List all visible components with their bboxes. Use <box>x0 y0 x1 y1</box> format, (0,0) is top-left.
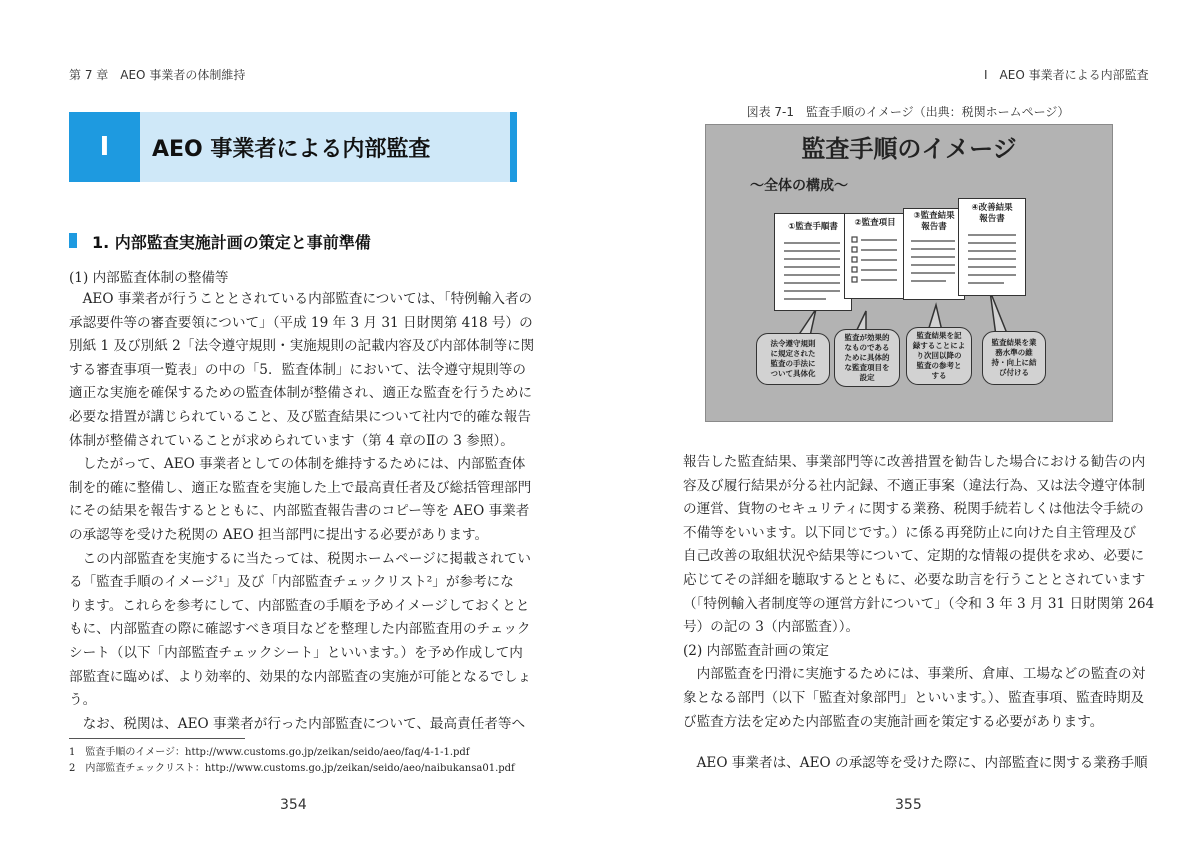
subsection-heading: (2) 内部監査計画の策定 <box>683 642 829 659</box>
text-line: 応じてその詳細を聴取するとともに、必要な助言を行うこととされています <box>683 571 1146 588</box>
text-line: 号）の記の 3（内部監査））。 <box>683 619 860 636</box>
callout-bubble: 監査結果を業 務水準の維 持・向上に結 び付ける <box>982 331 1046 385</box>
text-line: 報告した監査結果、事業部門等に改善措置を勧告した場合における勧告の内 <box>683 454 1146 470</box>
chapter-banner-number: I <box>69 112 140 182</box>
footnote-divider <box>69 738 245 739</box>
text-line: 制を的確に整備し、適正な監査を実施した上で最高責任者及び総括管理部門 <box>69 479 532 496</box>
figure-caption: 図表 7-1 監査手順のイメージ（出典：税関ホームページ） <box>746 105 1070 119</box>
left-subsection-heading: (1) 内部監査体制の整備等 <box>69 270 229 286</box>
right-last-line: AEO 事業者は、AEO の承認等を受けた際に、内部監査に関する業務手順 <box>683 755 1148 771</box>
text-line: ります。これらを参考にして、内部監査の手順を予めイメージしておくとと <box>69 597 530 614</box>
text-line: したがって、AEO 事業者としての体制を維持するためには、内部監査体 <box>69 456 526 473</box>
left-body-text <box>69 288 534 736</box>
chapter-banner-title: AEO 事業者による内部監査 <box>152 136 431 162</box>
text-line: う。 <box>69 692 97 709</box>
text-line: なお、税関は、AEO 事業者が行った内部監査について、最高責任者等へ <box>69 715 526 732</box>
chapter-banner-accent <box>510 112 517 182</box>
text-line: び監査方法を定めた内部監査の実施計画を策定する必要があります。 <box>683 713 1104 730</box>
callout-bubble: 監査が効果的 なものである ために具体的 な監査項目を 設定 <box>834 329 900 387</box>
audit-procedure-figure <box>705 124 1113 422</box>
text-line: （「特例輸入者制度等の運営方針について」（令和 3 年 3 月 31 日財関第 264 <box>683 595 1155 612</box>
text-line: の承認等を受けた税関の AEO 担当部門に提出する必要があります。 <box>69 526 489 543</box>
text-line: もに、内部監査の際に確認すべき項目などを整理した内部監査用のチェック <box>69 621 531 638</box>
right-body-text <box>683 451 1154 734</box>
footnote-2: 2 内部監査チェックリスト：http://www.customs.go.jp/zeikan/seido/aeo/naibukansa01.pdf <box>69 763 515 774</box>
text-line: 容及び履行結果が分る社内記録、不適正事案（違法行為、又は法令遵守体制 <box>683 477 1146 494</box>
callout-bubble: 法令遵守規則 に規定された 監査の手法に ついて具体化 <box>756 333 830 385</box>
text-line: 必要な措置が講じられていること、及び監査結果について社内で的確な報告 <box>69 408 531 425</box>
figure-subtitle: ～全体の構成～ <box>750 178 848 194</box>
text-line: の運営、貨物のセキュリティに関する業務、税関手続若しくは他法令手続の <box>683 501 1144 518</box>
text-line: 内部監査を円滑に実施するためには、事業所、倉庫、工場などの監査の対 <box>683 666 1146 683</box>
text-line: る「監査手順のイメージ¹」及び「内部監査チェックリスト²」が参考にな <box>69 574 514 591</box>
right-page-number: 355 <box>895 797 922 813</box>
section-marker <box>69 233 77 248</box>
document-label: ④改善結果 報告書 <box>971 203 1013 224</box>
text-line: 体制が整備されていることが求められています（第 4 章のⅡの 3 参照）。 <box>69 432 514 449</box>
text-line: 象となる部門（以下「監査対象部門」といいます。）、監査事項、監査時期及 <box>683 689 1145 706</box>
document-label: ②監査項目 <box>854 218 896 228</box>
text-line: シート（以下「内部監査チェックシート」といいます。）を予め作成して内 <box>69 644 523 661</box>
footnote-1: 1 監査手順のイメージ：http://www.customs.go.jp/zeikan/seido/aeo/faq/4-1-1.pdf <box>69 747 470 758</box>
text-line: AEO 事業者が行うこととされている内部監査については、「特例輸入者の <box>69 291 533 307</box>
document-label: ③監査結果 報告書 <box>913 211 955 232</box>
document-label: ①監査手順書 <box>788 222 838 232</box>
figure-title: 監査手順のイメージ <box>801 135 1017 163</box>
text-line: 適正な実施を確保するための監査体制が整備され、適正な監査を行うために <box>69 385 533 402</box>
left-page-number: 354 <box>280 797 307 813</box>
text-line: 不備等をいいます。以下同じです。）に係る再発防止に向けた自主管理及び <box>683 524 1137 541</box>
left-running-header: 第 7 章 AEO 事業者の体制維持 <box>69 68 246 82</box>
text-line: 部監査に臨めば、より効率的、効果的な内部監査の実施が可能となるでしょ <box>69 668 532 685</box>
callout-bubble: 監査結果を記 録することによ り次回以降の 監査の参考と する <box>906 327 972 385</box>
text-line: にその結果を報告するとともに、内部監査報告書のコピー等を AEO 事業者 <box>69 503 530 520</box>
text-line: 承認要件等の審査要領について」（平成 19 年 3 月 31 日財関第 418 号）の <box>69 314 533 331</box>
text-line: する審査事項一覧表」の中の「5．監査体制」において、法令遵守規則等の <box>69 361 526 378</box>
right-running-header: I AEO 事業者による内部監査 <box>984 68 1149 82</box>
section-title: 1. 内部監査実施計画の策定と事前準備 <box>92 233 371 252</box>
text-line: 別紙 1 及び別紙 2「法令遵守規則・実施規則の記載内容及び内部体制等に関 <box>69 338 535 355</box>
text-line: 自己改善の取組状況や結果等について、定期的な情報の提供を求め、必要に <box>683 548 1145 565</box>
text-line: この内部監査を実施するに当たっては、税関ホームページに掲載されてい <box>69 550 531 567</box>
